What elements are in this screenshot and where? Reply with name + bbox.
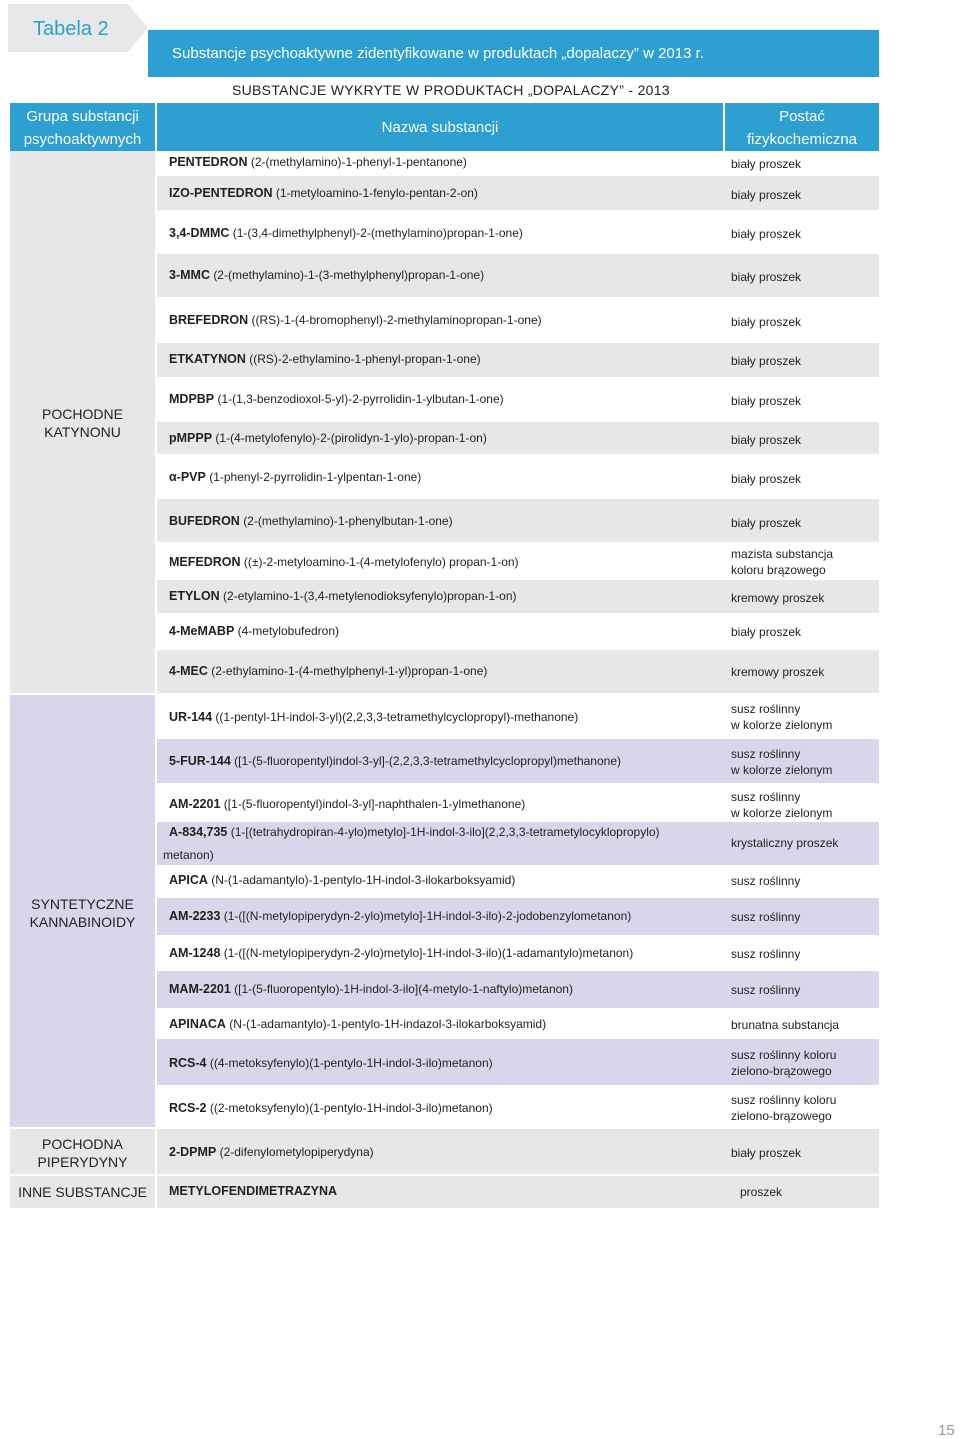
substance-name: ETYLON (2-etylamino-1-(3,4-metylenodioksyfenylo)propan-1-on)	[169, 589, 517, 603]
substance-name: UR-144 ((1-pentyl-1H-indol-3-yl)(2,2,3,3-tetramethylcyclopropyl)-methanone)	[169, 710, 579, 724]
page-number: 15	[938, 1422, 955, 1439]
substance-form: biały proszek	[731, 394, 802, 408]
substance-name: APICA (N-(1-adamantylo)-1-pentylo-1H-indol-3-ilokarboksyamid)	[169, 873, 516, 887]
substance-form: biały proszek	[731, 516, 802, 530]
substance-form: susz roślinny w kolorze zielonym	[731, 702, 833, 732]
table-title: Substancje psychoaktywne zidentyfikowane w produktach „dopalaczy” w 2013 r.	[172, 45, 704, 62]
substance-name: 5-FUR-144 ([1-(5-fluoropentyl)indol-3-yl]-(2,2,3,3-tetramethylcyclopropyl)methanone)	[169, 754, 621, 768]
substance-form: biały proszek	[731, 433, 802, 447]
substance-name: PENTEDRON (2-(methylamino)-1-phenyl-1-pentanone)	[169, 155, 467, 169]
substance-form: mazista substancja koloru brązowego	[731, 547, 834, 577]
group-label-other: INNE SUBSTANCJE	[18, 1184, 147, 1200]
substance-form: biały proszek	[731, 315, 802, 329]
substance-name: A-834,735 (1-[(tetrahydropiran-4-ylo)metylo]-1H-indol-3-ilo](2,2,3,3-tetrametylocyklopropylo)	[169, 825, 660, 839]
substance-name: AM-1248 (1-([(N-metylopiperydyn-2-ylo)metylo]-1H-indol-3-ilo)(1-adamantylo)metanon)	[169, 946, 634, 960]
substance-form: susz roślinny koloru zielono-brązowego	[731, 1048, 837, 1078]
substance-name: RCS-2 ((2-metoksyfenylo)(1-pentylo-1H-indol-3-ilo)metanon)	[169, 1101, 493, 1115]
substance-name: 4-MeMABP (4-metylobufedron)	[169, 624, 340, 638]
substance-name: 4-MEC (2-ethylamino-1-(4-methylphenyl-1-yl)propan-1-one)	[169, 664, 488, 678]
substance-name-continuation: metanon)	[163, 848, 214, 862]
substance-name: BREFEDRON ((RS)-1-(4-bromophenyl)-2-methylaminopropan-1-one)	[169, 313, 542, 327]
substance-form: biały proszek	[731, 270, 802, 284]
header-group-label: Grupa substancji psychoaktywnych	[23, 108, 142, 148]
substance-form: biały proszek	[731, 625, 802, 639]
substance-name: MAM-2201 ([1-(5-fluoropentylo)-1H-indol-3-ilo](4-metylo-1-naftylo)metanon)	[169, 982, 573, 996]
substance-name: APINACA (N-(1-adamantylo)-1-pentylo-1H-indazol-3-ilokarboksyamid)	[169, 1017, 547, 1031]
substance-form: krystaliczny proszek	[731, 836, 839, 850]
substance-name: α-PVP (1-phenyl-2-pyrrolidin-1-ylpentan-1-one)	[169, 470, 422, 484]
substance-form: brunatna substancja	[731, 1018, 840, 1032]
substance-name: RCS-4 ((4-metoksyfenylo)(1-pentylo-1H-indol-3-ilo)metanon)	[169, 1056, 493, 1070]
substance-name: MEFEDRON ((±)-2-metyloamino-1-(4-metylofenylo) propan-1-on)	[169, 555, 519, 569]
group-label-cathinones: POCHODNE KATYNONU	[42, 406, 123, 440]
substance-form: biały proszek	[731, 354, 802, 368]
substance-form: susz roślinny	[731, 983, 801, 997]
substance-form: biały proszek	[731, 1146, 802, 1160]
substance-form: susz roślinny w kolorze zielonym	[731, 790, 833, 820]
substance-name: MDPBP (1-(1,3-benzodioxol-5-yl)-2-pyrrolidin-1-ylbutan-1-one)	[169, 392, 504, 406]
substance-name: IZO-PENTEDRON (1-metyloamino-1-fenylo-pentan-2-on)	[169, 186, 478, 200]
table-tab-label: Tabela 2	[33, 18, 109, 40]
substance-name: METYLOFENDIMETRAZYNA	[169, 1184, 338, 1198]
substance-form: susz roślinny koloru zielono-brązowego	[731, 1093, 837, 1123]
substance-form: susz roślinny	[731, 947, 801, 961]
substance-name: 3-MMC (2-(methylamino)-1-(3-methylphenyl)propan-1-one)	[169, 268, 485, 282]
substance-form: biały proszek	[731, 188, 802, 202]
substance-form: susz roślinny	[731, 910, 801, 924]
substance-name: AM-2233 (1-([(N-metylopiperydyn-2-ylo)metylo]-1H-indol-3-ilo)-2-jodobenzylometanon)	[169, 909, 632, 923]
header-name-label: Nazwa substancji	[381, 119, 499, 136]
substance-form: kremowy proszek	[731, 591, 825, 605]
substance-name: 2-DPMP (2-difenylometylopiperydyna)	[169, 1145, 374, 1159]
substance-form: susz roślinny w kolorze zielonym	[731, 747, 833, 777]
substance-form: kremowy proszek	[731, 665, 825, 679]
substance-form: susz roślinny	[731, 874, 801, 888]
substance-name: pMPPP (1-(4-metylofenylo)-2-(pirolidyn-1-ylo)-propan-1-on)	[169, 431, 487, 445]
substance-form: biały proszek	[731, 157, 802, 171]
substance-form: biały proszek	[731, 472, 802, 486]
group-label-cannabinoids: SYNTETYCZNE KANNABINOIDY	[29, 896, 136, 930]
group-label-piperidines: POCHODNA PIPERYDYNY	[37, 1136, 128, 1170]
header-form-label: Postać fizykochemiczna	[746, 108, 858, 148]
substance-form: biały proszek	[731, 227, 802, 241]
substance-name: BUFEDRON (2-(methylamino)-1-phenylbutan-1-one)	[169, 514, 453, 528]
substance-form: proszek	[740, 1185, 783, 1199]
substance-name: 3,4-DMMC (1-(3,4-dimethylphenyl)-2-(methylamino)propan-1-one)	[169, 226, 523, 240]
table-subheading: SUBSTANCJE WYKRYTE W PRODUKTACH „DOPALACZY” - 2013	[232, 82, 670, 98]
substance-name: ETKATYNON ((RS)-2-ethylamino-1-phenyl-propan-1-one)	[169, 352, 481, 366]
substance-name: AM-2201 ([1-(5-fluoropentyl)indol-3-yl]-naphthalen-1-ylmethanone)	[169, 797, 526, 811]
